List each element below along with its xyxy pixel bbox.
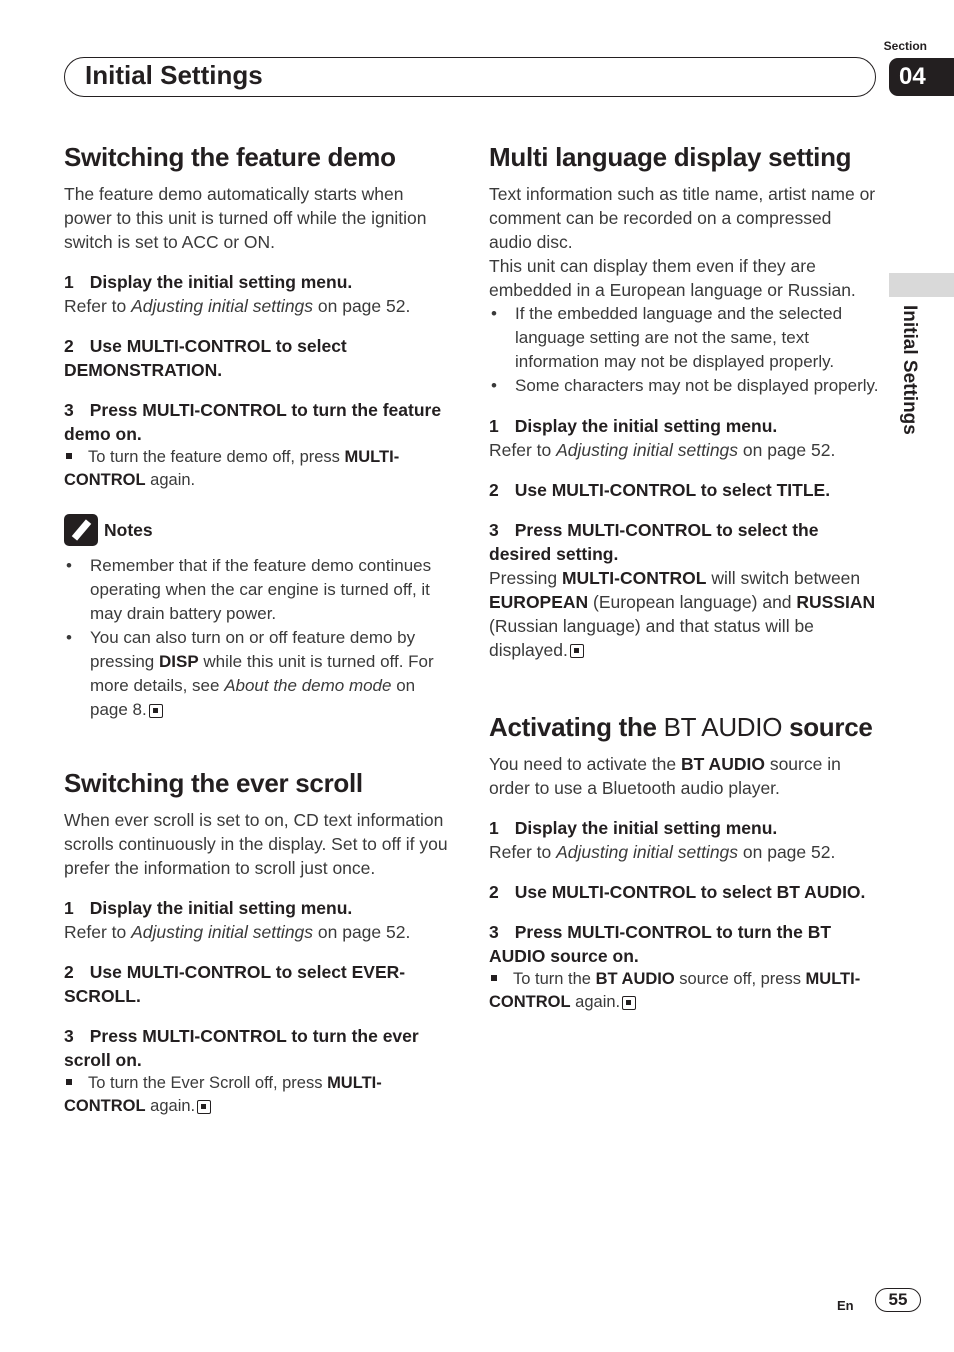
notes-pencil-icon — [64, 514, 98, 546]
section-label: Section — [883, 39, 927, 53]
ever-scroll-ref: Refer to Adjusting initial settings on page 52. — [64, 922, 411, 942]
language-code: En — [837, 1298, 854, 1313]
multi-lang-intro-1: Text information such as title name, artist name or comment can be recorded on a compressed audio disc. — [489, 184, 876, 252]
page-title: Initial Settings — [85, 60, 263, 90]
multi-lang-ref: Refer to Adjusting initial settings on page 52. — [489, 440, 836, 460]
multi-lang-step-2: 2 Use MULTI-CONTROL to select TITLE. — [489, 480, 831, 500]
feature-demo-note: To turn the feature demo off, press MULTI-CONTROL again. — [64, 448, 400, 489]
left-column — [64, 140, 454, 1118]
ever-scroll-step-1: 1 Display the initial setting menu. — [64, 898, 353, 918]
feature-demo-heading: Switching the feature demo — [64, 142, 396, 172]
bt-audio-ref: Refer to Adjusting initial settings on page 52. — [489, 842, 836, 862]
page-number: 55 — [875, 1288, 921, 1312]
notes-list — [64, 554, 454, 722]
bt-audio-step-3: 3 Press MULTI-CONTROL to turn the BT AUDIO source on. — [489, 922, 832, 966]
square-bullet-icon — [66, 1079, 72, 1085]
feature-demo-step-2: 2 Use MULTI-CONTROL to select DEMONSTRATION. — [64, 336, 347, 380]
ever-scroll-step-3: 3 Press MULTI-CONTROL to turn the ever scroll on. — [64, 1026, 419, 1070]
square-bullet-icon — [66, 453, 72, 459]
multi-lang-step-3: 3 Press MULTI-CONTROL to select the desired setting. — [489, 520, 819, 564]
list-item: • You can also turn on or off feature demo by pressing DISP while this unit is turned off. For more details, see About the demo mode on page 8. — [64, 626, 454, 722]
square-bullet-icon — [491, 975, 497, 981]
feature-demo-step-3: 3 Press MULTI-CONTROL to turn the feature demo on. — [64, 400, 442, 444]
multi-lang-step-1: 1 Display the initial setting menu. — [489, 416, 778, 436]
notes-title: Notes — [104, 519, 153, 540]
feature-demo-intro: The feature demo automatically starts when power to this unit is turned off while the ignition switch is set to ACC or ON. — [64, 184, 427, 252]
ref-link: Adjusting initial settings — [131, 296, 314, 316]
ever-scroll-heading: Switching the ever scroll — [64, 768, 363, 798]
bt-audio-note: To turn the BT AUDIO source off, press MULTI-CONTROL again. — [489, 970, 861, 1011]
bt-audio-step-2: 2 Use MULTI-CONTROL to select BT AUDIO. — [489, 882, 866, 902]
bt-audio-step-1: 1 Display the initial setting menu. — [489, 818, 778, 838]
multi-lang-detail: Pressing MULTI-CONTROL will switch between EUROPEAN (European language) and RUSSIAN (Russian language) and that status will be displayed. — [489, 568, 876, 660]
section-number: 04 — [889, 58, 954, 96]
end-mark-icon — [197, 1100, 211, 1114]
bt-audio-intro: You need to activate the BT AUDIO source in order to use a Bluetooth audio player. — [489, 754, 841, 798]
ever-scroll-note: To turn the Ever Scroll off, press MULTI-CONTROL again. — [64, 1074, 382, 1115]
multi-lang-heading: Multi language display setting — [489, 142, 852, 172]
end-mark-icon — [570, 644, 584, 658]
list-item: • If the embedded language and the selected language setting are not the same, text information may not be displayed properly. — [489, 302, 879, 374]
ever-scroll-intro: When ever scroll is set to on, CD text information scrolls continuously in the display. Set to off if you prefer the information to scroll just once. — [64, 810, 448, 878]
multi-lang-intro-2: This unit can display them even if they are embedded in a European language or Russian. — [489, 256, 856, 300]
end-mark-icon — [622, 996, 636, 1010]
end-mark-icon — [149, 704, 163, 718]
feature-demo-step-1: 1 Display the initial setting menu. — [64, 272, 353, 292]
side-tab-marker — [889, 273, 954, 297]
list-item: • Remember that if the feature demo continues operating when the car engine is turned off, it may drain battery power. — [64, 554, 454, 626]
feature-demo-ref: Refer to Adjusting initial settings on page 52. — [64, 296, 411, 316]
ever-scroll-step-2: 2 Use MULTI-CONTROL to select EVER-SCROLL. — [64, 962, 406, 1006]
multi-lang-bullets — [489, 302, 879, 398]
list-item: • Some characters may not be displayed properly. — [489, 374, 879, 398]
side-tab-label: Initial Settings — [899, 305, 920, 435]
notes-header — [64, 514, 454, 546]
bt-audio-heading: Activating the BT AUDIO source — [489, 712, 873, 742]
right-column — [489, 140, 879, 1014]
